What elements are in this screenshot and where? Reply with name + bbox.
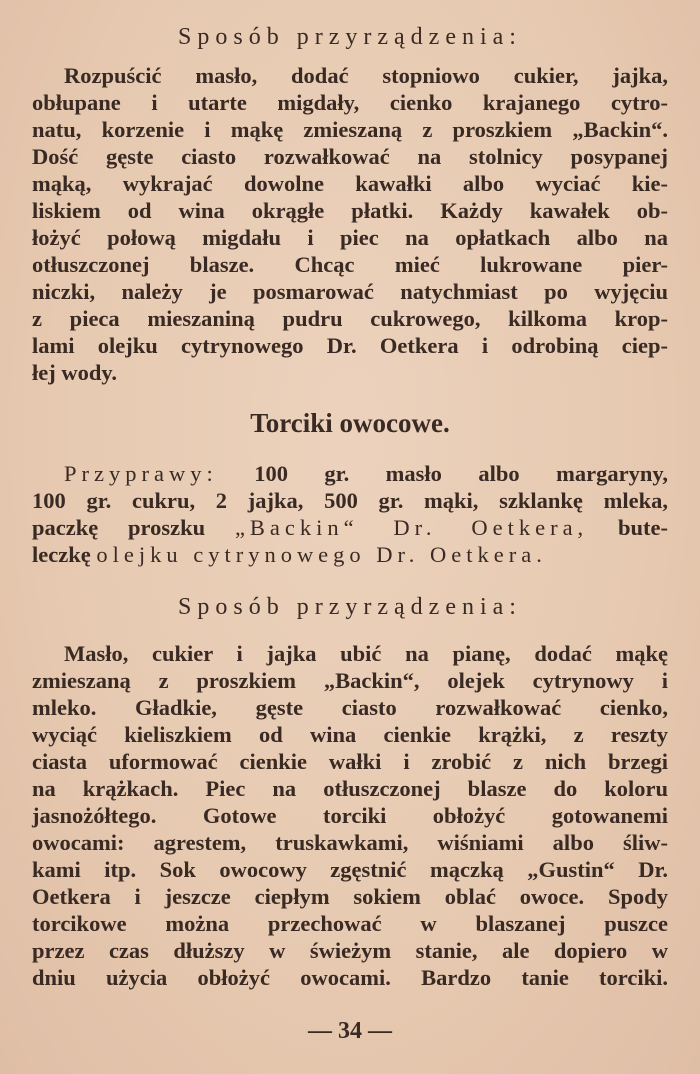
text-line: owocami: agrestem, truskawkami, wiśniami albo śliw- <box>32 830 668 855</box>
section2-heading: Sposób przyrządzenia: <box>178 594 522 620</box>
text-line: Rozpuścić masło, dodać stopniowo cukier, jajka, <box>64 63 668 88</box>
text-line: liskiem od wina okrągłe płatki. Każdy kawałek ob- <box>32 198 668 223</box>
ingredients-text-part: 100 gr. masło albo margaryny, <box>217 461 668 486</box>
ingredients-text-part: bute- <box>588 515 668 540</box>
ingredients-line <box>32 514 668 541</box>
section2-heading-block <box>32 594 668 621</box>
ingredients-paragraph <box>32 460 668 568</box>
recipe-title: Torciki owocowe. <box>250 408 450 438</box>
text-line: otłuszczonej blasze. Chcąc mieć lukrowane pier- <box>32 252 668 277</box>
text-line: łożyć połową migdału i piec na opłatkach albo na <box>32 225 668 250</box>
text-line: wyciąć kieliszkiem od wina cienkie krążki, z reszty <box>32 722 668 747</box>
text-line: mąką, wykrajać dowolne kawałki albo wyciać kie- <box>32 171 668 196</box>
text-line: natu, korzenie i mąkę zmieszaną z proszkiem „Backin“. <box>32 117 668 142</box>
section1-heading: Sposób przyrządzenia: <box>178 24 522 50</box>
text-line: łej wody. <box>32 360 118 385</box>
text-line: lami olejku cytrynowego Dr. Oetkera i odrobiną ciep- <box>32 333 668 358</box>
text-line: dniu użycia obłożyć owocami. Bardzo tanie torciki. <box>32 965 668 990</box>
text-line: Masło, cukier i jajka ubić na pianę, dodać mąkę <box>64 641 668 666</box>
section2-paragraph <box>32 640 668 991</box>
section1-text <box>32 62 668 386</box>
ingredients-spaced-text: olejku cytrynowego Dr. Oetkera. <box>96 542 547 567</box>
ingredients-text-part: paczkę proszku <box>32 515 235 540</box>
text-line: kami itp. Sok owocowy zgęstnić mączką „Gustin“ Dr. <box>32 857 668 882</box>
ingredients-text <box>32 460 668 568</box>
text-line: ciasta uformować cienkie wałki i zrobić z nich brzegi <box>32 749 668 774</box>
text-line: niczki, należy je posmarować natychmiast po wyjęciu <box>32 279 668 304</box>
ingredients-label: Przyprawy: <box>64 461 218 486</box>
ingredients-spaced-text: „Backin“ Dr. Oetkera, <box>234 515 589 540</box>
page-number: — 34 — <box>308 1018 392 1044</box>
ingredients-line <box>32 460 668 487</box>
text-line: zmieszaną z proszkiem „Backin“, olejek cytrynowy i <box>32 668 668 693</box>
text-line: Oetkera i jeszcze ciepłym sokiem oblać owoce. Spody <box>32 884 668 909</box>
text-line: jasnożółtego. Gotowe torciki obłożyć gotowanemi <box>32 803 668 828</box>
text-line: z pieca mieszaniną pudru cukrowego, kilkoma krop- <box>32 306 668 331</box>
ingredients-line: 100 gr. cukru, 2 jajka, 500 gr. mąki, szklankę mleka, <box>32 488 668 513</box>
text-line: torcikowe można przechować w blaszanej puszce <box>32 911 668 936</box>
ingredients-line <box>32 541 668 568</box>
text-line: Dość gęste ciasto rozwałkować na stolnicy posypanej <box>32 144 668 169</box>
text-line: obłupane i utarte migdały, cienko krajanego cytro- <box>32 90 668 115</box>
text-line: mleko. Gładkie, gęste ciasto rozwałkować cienko, <box>32 695 668 720</box>
text-line: przez czas dłuższy w świeżym stanie, ale dopiero w <box>32 938 668 963</box>
recipe-title-block <box>32 408 668 439</box>
section1-heading-block <box>32 24 668 51</box>
text-line: na krążkach. Piec na otłuszczonej blasze do koloru <box>32 776 668 801</box>
section1-paragraph <box>32 62 668 386</box>
ingredients-text-part: leczkę <box>32 542 97 567</box>
section2-text <box>32 640 668 991</box>
